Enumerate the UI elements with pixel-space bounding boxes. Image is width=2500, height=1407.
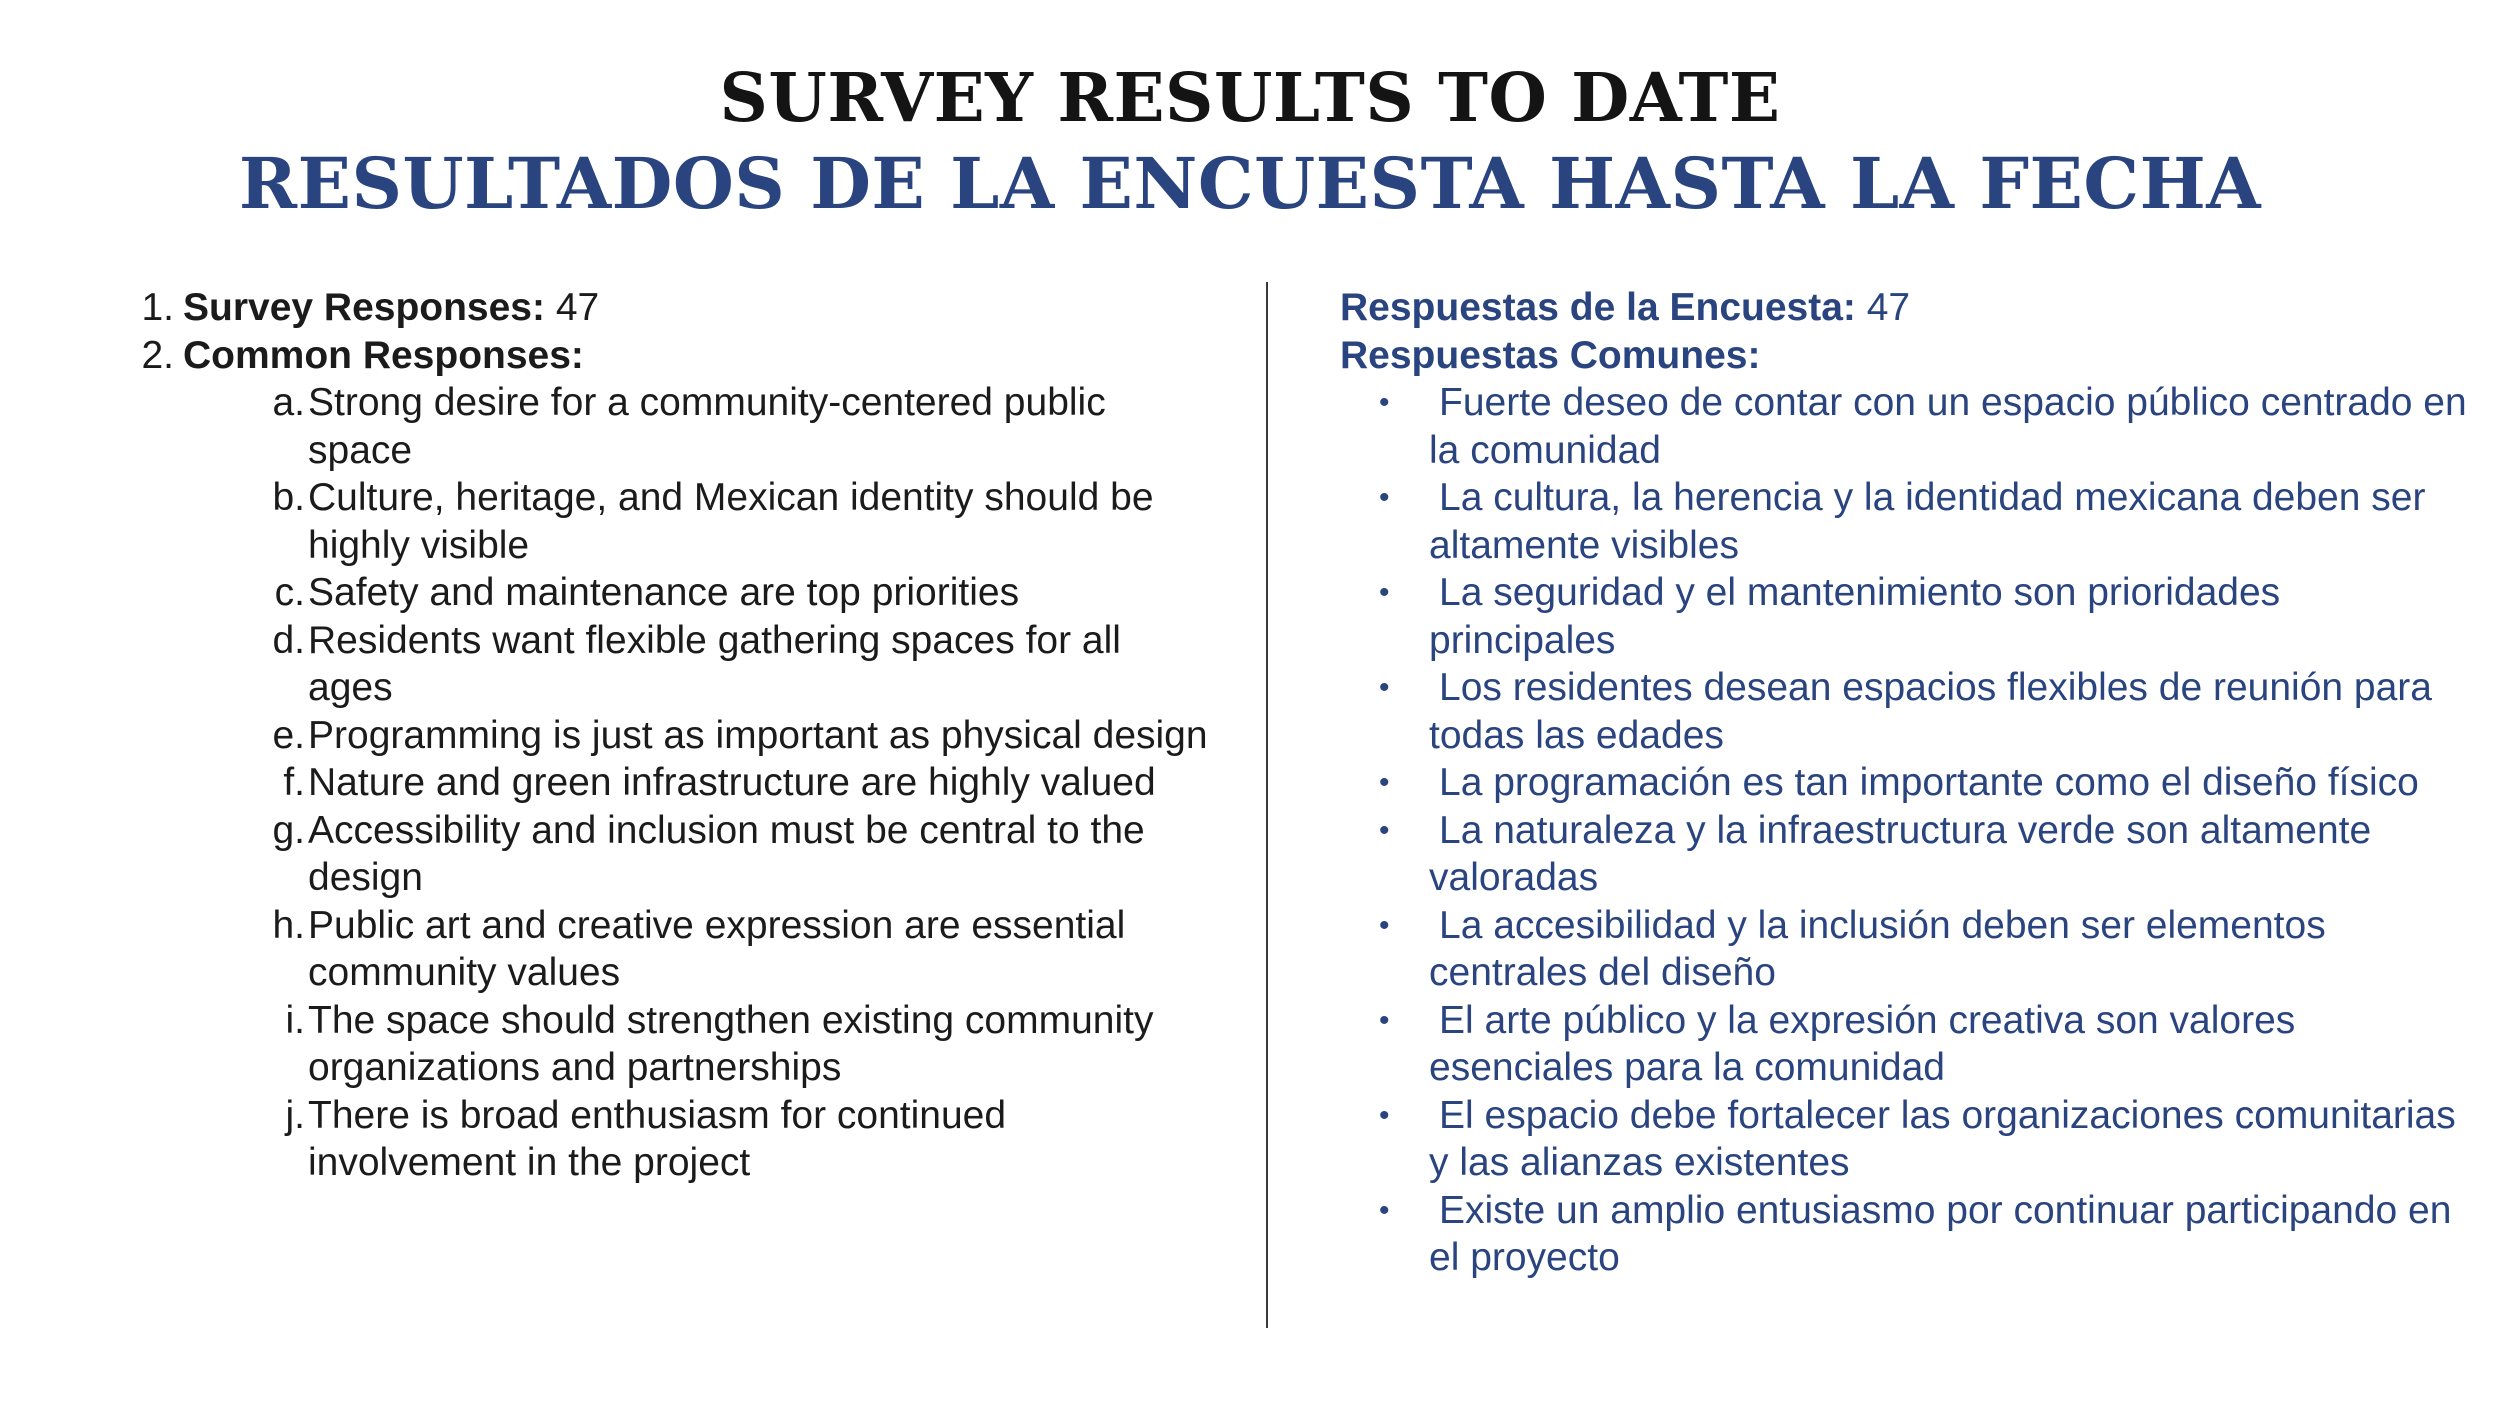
list-item-text: La cultura, la herencia y la identidad mexicana deben ser altamente visibles	[1429, 476, 2426, 567]
list-item	[0, 807, 1250, 902]
list-item-letter: d.	[272, 618, 305, 662]
list-item	[0, 997, 1250, 1092]
list-item-letter: h.	[272, 903, 305, 947]
list-item	[1379, 569, 2470, 664]
list-item-letter: c.	[274, 571, 305, 614]
bullet-icon: •	[1379, 481, 1390, 514]
list-item	[0, 617, 1250, 712]
survey-responses-label: Survey Responses:	[183, 286, 545, 329]
list-item	[0, 759, 1250, 807]
bullet-icon: •	[1379, 386, 1390, 419]
list-item-text: El arte público y la expresión creativa son valores esenciales para la comunidad	[1429, 998, 2296, 1089]
bullet-icon: •	[1379, 576, 1390, 609]
common-responses-label: Common Responses:	[183, 333, 584, 377]
list-item-text: La seguridad y el mantenimiento son prioridades principales	[1429, 571, 2281, 662]
list-item-letter: j.	[285, 1093, 305, 1137]
list-item-text: Residents want flexible gathering spaces for all ages	[308, 618, 1121, 709]
column-divider	[1266, 282, 1268, 1328]
list-item	[0, 712, 1250, 760]
list-item-letter: g.	[272, 808, 305, 852]
numbered-item-common-responses	[0, 332, 1250, 380]
list-item	[0, 1092, 1250, 1187]
list-item	[0, 569, 1250, 617]
list-item	[0, 902, 1250, 997]
bullet-icon: •	[1379, 671, 1390, 704]
page-title-english: SURVEY RESULTS TO DATE	[719, 58, 1781, 137]
list-item-text: Safety and maintenance are top priorities	[308, 571, 1020, 614]
list-item	[1379, 902, 2470, 997]
list-item-letter: a.	[272, 381, 305, 424]
list-item-text: Public art and creative expression are essential community values	[308, 903, 1126, 994]
list-item-text: La accesibilidad y la inclusión deben ser elementos centrales del diseño	[1429, 903, 2326, 994]
list-item	[1379, 1187, 2470, 1282]
list-item-text: Fuerte deseo de contar con un espacio público centrado en la comunidad	[1429, 381, 2467, 472]
list-item-text: Los residentes desean espacios flexibles de reunión para todas las edades	[1429, 666, 2432, 757]
list-item-letter: i.	[285, 998, 305, 1042]
spanish-common-line	[1340, 332, 2470, 380]
bullet-icon: •	[1379, 1003, 1390, 1037]
list-item	[0, 379, 1250, 474]
list-item-text: Programming is just as important as physical design	[308, 713, 1208, 757]
list-item-text: Strong desire for a community-centered public space	[308, 381, 1106, 472]
bullet-icon: •	[1379, 908, 1390, 942]
spanish-responses-value: 47	[1855, 286, 1911, 329]
list-item-text: There is broad enthusiasm for continued involvement in the project	[308, 1093, 1007, 1184]
list-item	[1379, 807, 2470, 902]
list-item	[1379, 379, 2470, 474]
numbered-item-survey-responses	[0, 284, 1250, 332]
list-item-letter: b.	[272, 476, 305, 519]
spanish-responses-line	[1340, 284, 2470, 332]
english-column	[0, 284, 1250, 1187]
list-item	[1379, 759, 2470, 807]
item-number: 2.	[141, 333, 174, 377]
list-item-text: Nature and green infrastructure are highly valued	[308, 761, 1156, 804]
list-item-text: El espacio debe fortalecer las organizaciones comunitarias y las alianzas existentes	[1429, 1093, 2456, 1184]
list-item-text: Culture, heritage, and Mexican identity should be highly visible	[308, 476, 1154, 567]
list-item	[1379, 664, 2470, 759]
spanish-column	[1340, 284, 2470, 1282]
list-item	[1379, 997, 2470, 1092]
list-item-text: La programación es tan importante como el diseño físico	[1439, 761, 2419, 804]
bullet-icon: •	[1379, 813, 1390, 847]
list-item	[1379, 1092, 2470, 1187]
page-title-spanish: RESULTADOS DE LA ENCUESTA HASTA LA FECHA	[238, 142, 2262, 225]
list-item-text: Existe un amplio entusiasmo por continuar participando en el proyecto	[1429, 1188, 2452, 1279]
bullet-icon: •	[1379, 1098, 1390, 1132]
list-item-text: Accessibility and inclusion must be central to the design	[308, 808, 1145, 899]
spanish-responses-label: Respuestas de la Encuesta:	[1340, 286, 1856, 329]
list-item-text: The space should strengthen existing community organizations and partnerships	[308, 998, 1154, 1089]
bullet-icon: •	[1379, 1193, 1390, 1227]
item-number: 1.	[141, 286, 174, 329]
spanish-common-label: Respuestas Comunes:	[1340, 333, 1761, 377]
list-item	[1379, 474, 2470, 569]
list-item-text: La naturaleza y la infraestructura verde son altamente valoradas	[1429, 808, 2372, 899]
bullet-icon: •	[1379, 766, 1390, 799]
survey-responses-value: 47	[545, 286, 600, 329]
list-item-letter: e.	[272, 713, 305, 757]
list-item-letter: f.	[283, 761, 305, 804]
list-item	[0, 474, 1250, 569]
